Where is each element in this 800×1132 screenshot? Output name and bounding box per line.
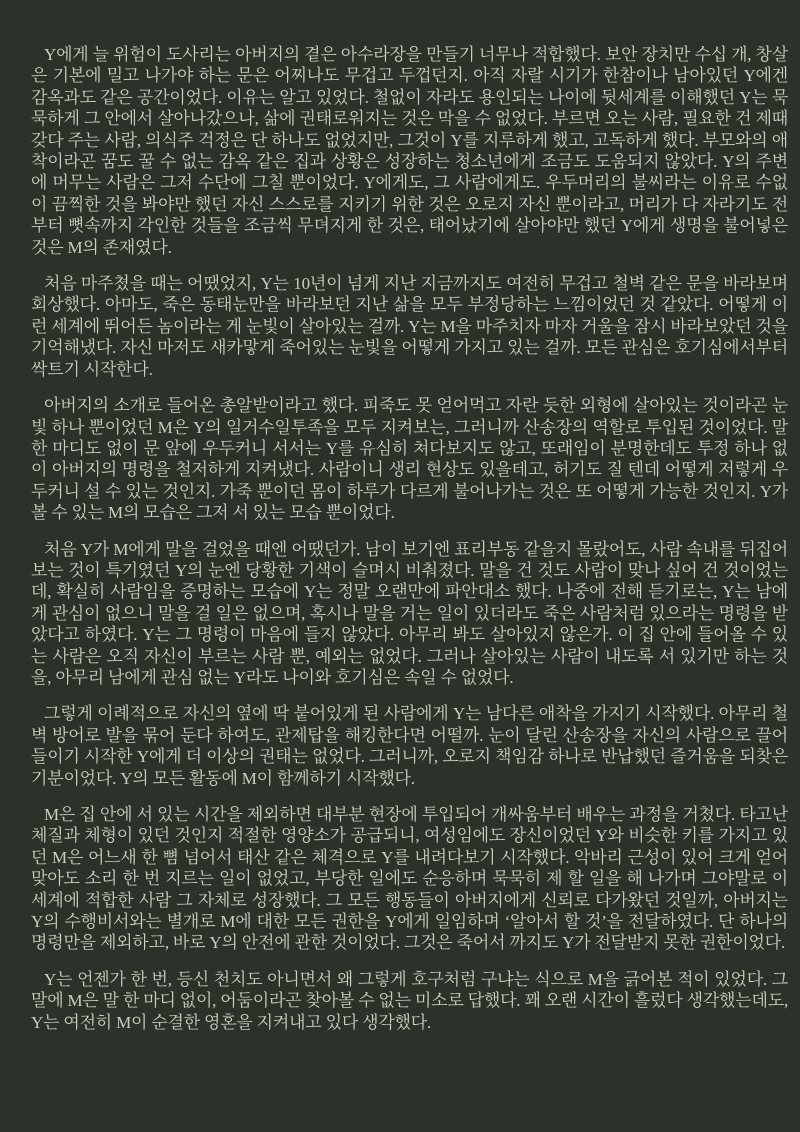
paragraph-6: M은 집 안에 서 있는 시간을 제외하면 대부분 현장에 투입되어 개싸움부터 배우는 과정을 거쳤다. 타고난 체질과 체형이 있던 것인지 적절한 영양소가 공급되니, 여성임에도 장신이었던 Y와 비슷한 키를 가지고 있던 M은 어느새 한 뼘 넘어서 태산 같은 체격으로 Y를 내려다보기 시작했다. 악바리 근성이 있어 크게 얻어맞아도 소리 한 번 지르는 일이 없었고, 부당한 일에도 순응하며 묵묵히 제 할 일을 해 나가며 그야말로 이 세계에 적합한 사람 그 자체로 성장했다. 그 모든 행동들이 아버지에게 신뢰로 다가왔던 것일까, 아버지는 Y의 수행비서와는 별개로 M에 대한 모든 권한을 Y에게 일임하며 ‘알아서 할 것’을 전달하였다. 단 하나의 명령만을 제외하고, 바로 Y의 안전에 관한 것이었다. 그것은 죽어서 까지도 Y가 전달받지 못한 권한이었다. [31, 805, 788, 953]
paragraph-4: 처음 Y가 M에게 말을 걸었을 때엔 어땠던가. 남이 보기엔 표리부동 같을지 몰랐어도, 사람 속내를 뒤집어 보는 것이 특기였던 Y의 눈엔 당황한 기색이 슬며시 비춰졌다. 말을 건 것도 사람이 맞나 싶어 건 것이었는데, 확실히 사람임을 증명하는 모습에 Y는 정말 오랜만에 파안대소 했다. 나중에 전해 듣기로는, Y는 남에게 관심이 없으니 말을 걸 일은 없으며, 혹시나 말을 거는 일이 있더라도 죽은 사람처럼 있으라는 명령을 받았다고 하였다. Y는 그 명령이 마음에 들지 않았다. 아무리 봐도 살아있지 않은가. 이 집 안에 들어올 수 있는 사람은 오직 자신이 부르는 사람 뿐, 예외는 없었다. 그러나 살아있는 사람이 내도록 서 있기만 하는 것을, 아무리 남에게 관심 없는 Y라도 나이와 호기심은 속일 수 없었다. [31, 539, 788, 687]
paragraph-5: 그렇게 이례적으로 자신의 옆에 딱 붙어있게 된 사람에게 Y는 남다른 애착을 가지기 시작했다. 아무리 철벽 방어로 발을 묶어 둔다 하여도, 관제탑을 해킹한다면 어떨까. 눈이 달린 산송장을 자신의 사람으로 끌어들이기 시작한 Y에게 더 이상의 권태는 없었다. 그러니까, 오로지 책임감 하나로 반납했던 즐거움을 되찾은 기분이었다. Y의 모든 활동에 M이 함께하기 시작했다. [31, 704, 788, 788]
paragraph-7: Y는 언젠가 한 번, 등신 천치도 아니면서 왜 그렇게 호구처럼 구냐는 식으로 M을 긁어본 적이 있었다. 그 말에 M은 말 한 마디 없이, 어둠이라곤 찾아볼 수 없는 미소로 답했다. 꽤 오랜 시간이 흘렀다 생각했는데도, Y는 여전히 M이 순결한 영혼을 지켜내고 있다 생각했다. [31, 969, 788, 1032]
paragraph-3: 아버지의 소개로 들어온 총알받이라고 했다. 피죽도 못 얻어먹고 자란 듯한 외형에 살아있는 것이라곤 눈빛 하나 뿐이었던 M은 Y의 일거수일투족을 모두 지켜보는, 그러니까 산송장의 역할로 투입된 것이었다. 말 한 마디도 없이 문 앞에 우두커니 서서는 Y를 유심히 쳐다보지도 않고, 또래임이 분명한데도 투정 하나 없이 아버지의 명령을 철저하게 지켜냈다. 사람이니 생리 현상도 있을테고, 허기도 질 텐데 어떻게 저렇게 우두커니 설 수 있는 것인지. 가죽 뿐이던 몸이 하루가 다르게 불어나가는 것은 또 어떻게 가능한 것인지. Y가 볼 수 있는 M의 모습은 그저 서 있는 모습 뿐이었다. [31, 396, 788, 523]
paragraph-1: Y에게 늘 위험이 도사리는 아버지의 곁은 아수라장을 만들기 너무나 적합했다. 보안 장치만 수십 개, 창살은 기본에 밀고 나가야 하는 문은 어찌나도 무겁고 두껍던지. 아직 자랄 시기가 한참이나 남아있던 Y에겐 감옥과도 같은 공간이었다. 이유는 알고 있었다. 철없이 자라도 용인되는 나이에 뒷세계를 이해했던 Y는 묵묵하게 그 안에서 살아나갔으나, 삶에 권태로워지는 것은 막을 수 없었다. 부르면 오는 사람, 필요한 건 제때 갖다 주는 사람, 의식주 걱정은 단 하나도 없었지만, 그것이 Y를 지루하게 했고, 고독하게 했다. 부모와의 애착이라곤 꿈도 꿀 수 없는 감옥 같은 집과 상황은 성장하는 청소년에게 조금도 도움되지 않았다. Y의 주변에 머무는 사람은 그저 수단에 그칠 뿐이었다. Y에게도, 그 사람에게도. 우두머리의 불씨라는 이유로 수없이 끔찍한 것을 봐야만 했던 자신 스스로를 지키기 위한 것은 오로지 자신 뿐이라고, 머리가 다 자라기도 전부터 뼛속까지 각인한 것들을 조금씩 무뎌지게 한 것은, 태어났기에 살아야만 했던 Y에게 생명을 불어넣은 것은 M의 존재였다. [31, 45, 788, 257]
paragraph-2: 처음 마주쳤을 때는 어땠었지, Y는 10년이 넘게 지난 지금까지도 여전히 무겁고 철벽 같은 문을 바라보며 회상했다. 아마도, 죽은 동태눈만을 바라보던 지난 삶을 모두 부정당하는 느낌이었던 것 같았다. 어떻게 이런 세계에 뛰어든 놈이라는 게 눈빛이 살아있는 걸까. Y는 M을 마주치자 마자 거울을 잠시 바라보았던 것을 기억해냈다. 자신 마저도 새카맣게 죽어있는 눈빛을 어떻게 가지고 있는 걸까. 모든 관심은 호기심에서부터 싹트기 시작한다. [31, 274, 788, 379]
